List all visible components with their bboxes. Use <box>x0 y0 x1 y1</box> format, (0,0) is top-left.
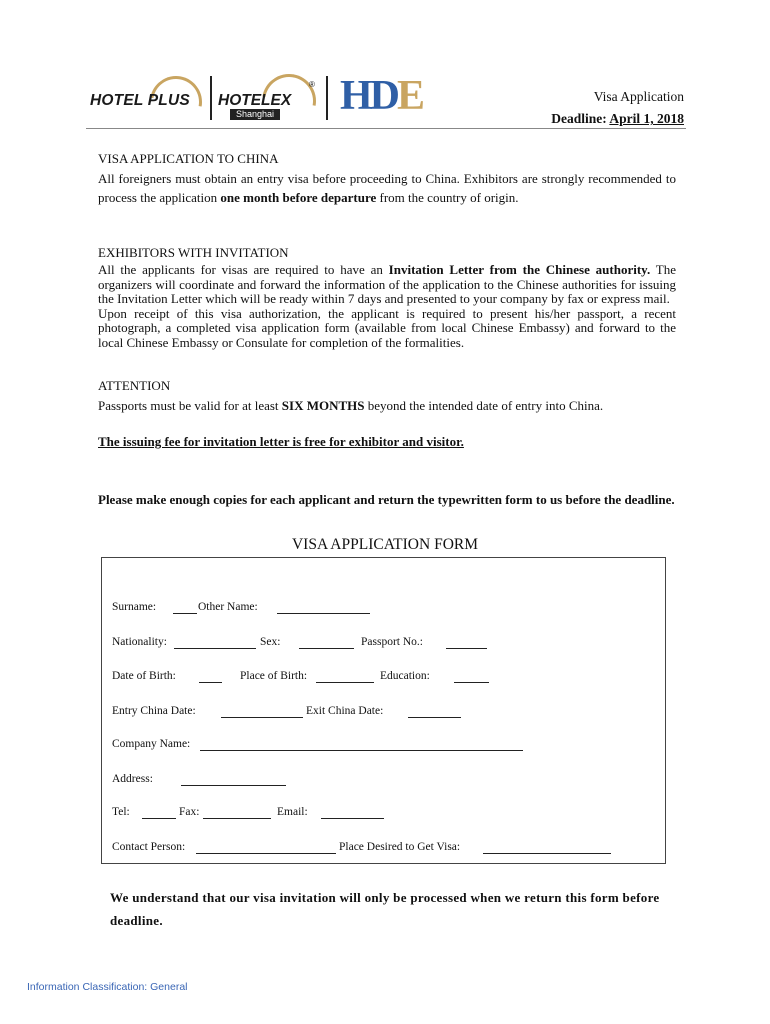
education-field[interactable] <box>454 682 489 683</box>
information-classification: Information Classification: General <box>27 981 188 993</box>
section-heading-exhibitors: EXHIBITORS WITH INVITATION <box>98 245 289 260</box>
logo-divider <box>326 76 328 120</box>
address-label: Address: <box>112 773 153 785</box>
closing-statement: We understand that our visa invitation will only be processed when we return this form before deadline. <box>110 890 660 928</box>
place-of-birth-field[interactable] <box>316 682 374 683</box>
surname-field[interactable] <box>173 613 197 614</box>
sex-label: Sex: <box>260 636 281 648</box>
instruction-text: Please make enough copies for each applicant and return the typewritten form to us before the deadline. <box>98 492 675 507</box>
surname-label: Surname: <box>112 601 157 613</box>
deadline-date: April 1, 2018 <box>609 111 684 126</box>
tel-label: Tel: <box>112 806 130 818</box>
other-name-label: Other Name: <box>198 601 258 613</box>
document-title: Visa Application <box>593 89 684 104</box>
registered-mark: ® <box>309 80 315 89</box>
passport-no-label: Passport No.: <box>361 636 423 648</box>
address-field[interactable] <box>181 785 286 786</box>
tel-field[interactable] <box>142 818 176 819</box>
section-text-visa-application: All foreigners must obtain an entry visa before proceeding to China. Exhibitors are strongly recommended to process the application one month before departure from the country of origin. <box>98 171 676 205</box>
hotelex-city-tag: Shanghai <box>230 109 280 120</box>
email-field[interactable] <box>321 818 384 819</box>
date-of-birth-label: Date of Birth: <box>112 670 176 682</box>
entry-date-label: Entry China Date: <box>112 705 196 717</box>
other-name-field[interactable] <box>277 613 370 614</box>
logo-divider <box>210 76 212 120</box>
section-text-exhibitors: All the applicants for visas are required to have an Invitation Letter from the Chinese authority. The organizers will coordinate and forward the information of the application to the Chinese authorities for issuing the Invitation Letter which will be ready within 7 days and presented to your company by fax or express mail. Upon receipt of this visa authorization, the applicant is required to present his/her passport, a recent photograph, a completed visa application form (available from local Chinese Embassy) and forward to the local Chinese Embassy or Consulate for completion of the formalities. <box>98 262 676 350</box>
company-name-label: Company Name: <box>112 738 191 750</box>
education-label: Education: <box>380 670 430 682</box>
hotelplus-logo: HOTEL PLUS <box>90 92 190 109</box>
deadline: Deadline: April 1, 2018 <box>551 111 684 126</box>
header-rule <box>86 128 686 129</box>
contact-person-field[interactable] <box>196 853 336 854</box>
entry-date-field[interactable] <box>221 717 303 718</box>
section-text-attention: Passports must be valid for at least SIX MONTHS beyond the intended date of entry into China. <box>98 398 604 413</box>
sex-field[interactable] <box>299 648 354 649</box>
email-label: Email: <box>277 806 308 818</box>
fee-note: The issuing fee for invitation letter is free for exhibitor and visitor. <box>98 434 464 449</box>
form-title: VISA APPLICATION FORM <box>291 536 479 553</box>
exit-date-field[interactable] <box>408 717 461 718</box>
company-name-field[interactable] <box>200 750 523 751</box>
hotelex-logo: HOTELEX <box>218 92 292 109</box>
place-of-birth-label: Place of Birth: <box>240 670 308 682</box>
nationality-label: Nationality: <box>112 636 167 648</box>
fax-field[interactable] <box>203 818 271 819</box>
hde-logo: HDE <box>340 73 423 119</box>
date-of-birth-field[interactable] <box>199 682 222 683</box>
fax-label: Fax: <box>179 806 200 818</box>
passport-no-field[interactable] <box>446 648 487 649</box>
contact-person-label: Contact Person: <box>112 841 186 853</box>
exit-date-label: Exit China Date: <box>306 705 384 717</box>
nationality-field[interactable] <box>174 648 256 649</box>
section-heading-attention: ATTENTION <box>98 378 171 393</box>
place-desired-label: Place Desired to Get Visa: <box>339 841 461 853</box>
section-heading-visa-application: VISA APPLICATION TO CHINA <box>98 151 279 166</box>
place-desired-field[interactable] <box>483 853 611 854</box>
